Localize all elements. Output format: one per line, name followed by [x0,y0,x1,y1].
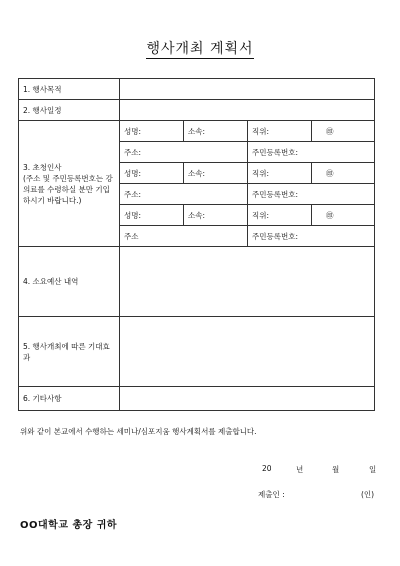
date-year-unit: 년 [296,465,304,474]
invitee-3-address[interactable]: 주소 [120,226,248,247]
invitee-1-name[interactable]: 성명: [120,121,184,142]
field-schedule[interactable] [120,100,375,121]
invitee-2-address[interactable]: 주소: [120,184,248,205]
row-expected-effect [19,317,375,387]
field-other[interactable] [120,387,375,411]
row-schedule [19,100,375,121]
invitee-3-affiliation[interactable]: 소속: [184,205,248,226]
event-plan-form [18,78,375,411]
field-purpose[interactable] [120,79,375,100]
invitee-1-row-a [19,121,375,142]
submission-statement: 위와 같이 본교에서 수행하는 세미나/심포지움 행사계획서를 제출합니다. [20,427,257,436]
invitee-1-address[interactable]: 주소: [120,142,248,163]
invitee-1-position[interactable]: 직위: [248,121,312,142]
date-month-unit: 월 [332,465,340,474]
invitee-3-seal: ㊞ [312,205,375,226]
invitee-3-name[interactable]: 성명: [120,205,184,226]
label-budget: 4. 소요예산 내역 [19,247,120,317]
label-invitees: 3. 초청인사 (주소 및 주민등록번호는 강의료를 수령하실 분만 기입하시기 바랍니다.) [19,121,120,247]
invitee-2-resident-number[interactable]: 주민등록번호: [248,184,375,205]
submitter-label: 제출인 : [258,490,285,499]
label-purpose: 1. 행사목적 [19,79,120,100]
invitee-1-seal: ㊞ [312,121,375,142]
label-schedule: 2. 행사일정 [19,100,120,121]
label-other: 6. 기타사항 [19,387,120,411]
submitter-seal: (인) [361,490,375,499]
invitee-1-affiliation[interactable]: 소속: [184,121,248,142]
date-day-unit: 일 [369,465,377,474]
label-expected-effect: 5. 행사개최에 따른 기대효과 [19,317,120,387]
field-expected-effect[interactable] [120,317,375,387]
invitee-1-resident-number[interactable]: 주민등록번호: [248,142,375,163]
invitee-2-name[interactable]: 성명: [120,163,184,184]
recipient: OO대학교 총장 귀하 [20,520,118,531]
invitee-3-position[interactable]: 직위: [248,205,312,226]
invitee-2-seal: ㊞ [312,163,375,184]
invitee-3-resident-number[interactable]: 주민등록번호: [248,226,375,247]
date-year[interactable]: 20 [262,464,272,473]
row-budget [19,247,375,317]
invitee-2-position[interactable]: 직위: [248,163,312,184]
invitee-2-affiliation[interactable]: 소속: [184,163,248,184]
row-other [19,387,375,411]
document-title: 행사개최 계획서 [146,41,254,57]
row-purpose [19,79,375,100]
field-budget[interactable] [120,247,375,317]
